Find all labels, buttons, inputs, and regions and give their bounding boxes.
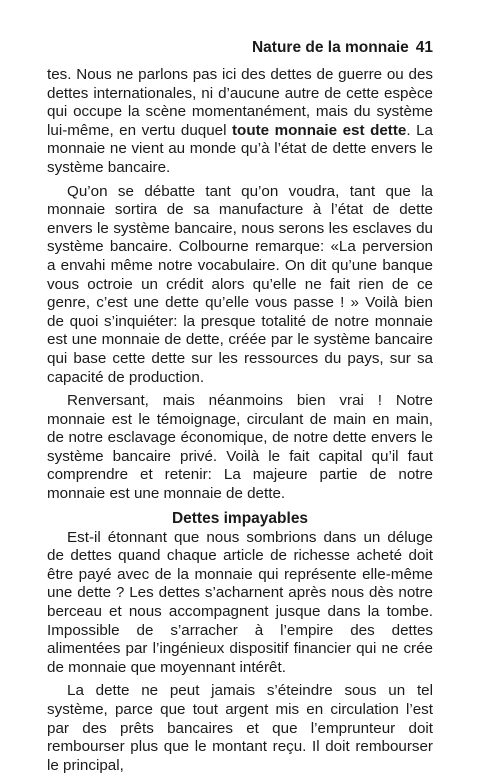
paragraph-5: La dette ne peut jamais s’éteindre sous un tel système, parce que tout argent mis en circulation l’est par des prêts bancaires et que l’emprunteur doit rembourser plus que le montant reçu. Il doit rembourser le principal, bbox=[47, 682, 433, 774]
paragraph-4: Est-il étonnant que nous sombrions dans un déluge de dettes quand chaque article de richesse acheté doit être payé avec de la monnaie qui représente elle-même une dette ? Les dettes s’acharnent après nous dès notre berceau et nous accompagnent jusque dans la tombe. Impossible de s’arracher à l’empire des dettes alimentées par l’ingénieux dispositif financier qui ne crée de monnaie que moyennant intérêt. bbox=[47, 528, 433, 676]
paragraph-3: Renversant, mais néanmoins bien vrai ! Notre monnaie est le témoignage, circulant de main en main, de notre esclavage économique, de notre dette envers le système bancaire privé. Voilà le fait capital qu’il faut comprendre et retenir: La majeure partie de notre monnaie est une monnaie de dette. bbox=[47, 392, 433, 503]
chapter-title: Nature de la monnaie bbox=[251, 39, 409, 56]
emphasis-bold: toute monnaie est dette bbox=[232, 121, 407, 139]
page-number: 41 bbox=[415, 39, 433, 56]
paragraph-1-text-a: tes. Nous ne parlons pas ici des dettes de guerre ou des dettes internationales, ni d’aucune autre de cette espèce qui occupe la scène momentanément, mais du système lui-même, en vertu duquel bbox=[47, 66, 433, 139]
paragraph-2: Qu’on se débatte tant qu’on voudra, tant que la monnaie sortira de sa manufacture à l’état de dette envers le système bancaire, nous serons les esclaves du système bancaire. Colbourne remarque: «La perversion a envahi même notre vocabulaire. On dit qu’une banque vous octroie un crédit alors qu’elle ne fait rien de ce genre, c’est une dette qu’elle vous passe ! » Voilà bien de quoi s’inquiéter: la presque totalité de notre monnaie est une monnaie de dette, créée par le système bancaire qui base cette dette sur les ressources du pays, sur sa capacité de production. bbox=[47, 182, 433, 386]
paragraph-1-text-b: . La monnaie ne vient au monde qu’à l’état de dette envers le système bancaire. bbox=[47, 121, 433, 176]
book-page bbox=[47, 38, 433, 780]
paragraph-1 bbox=[47, 66, 433, 178]
section-heading: Dettes impayables bbox=[171, 509, 309, 527]
running-header bbox=[47, 38, 433, 58]
